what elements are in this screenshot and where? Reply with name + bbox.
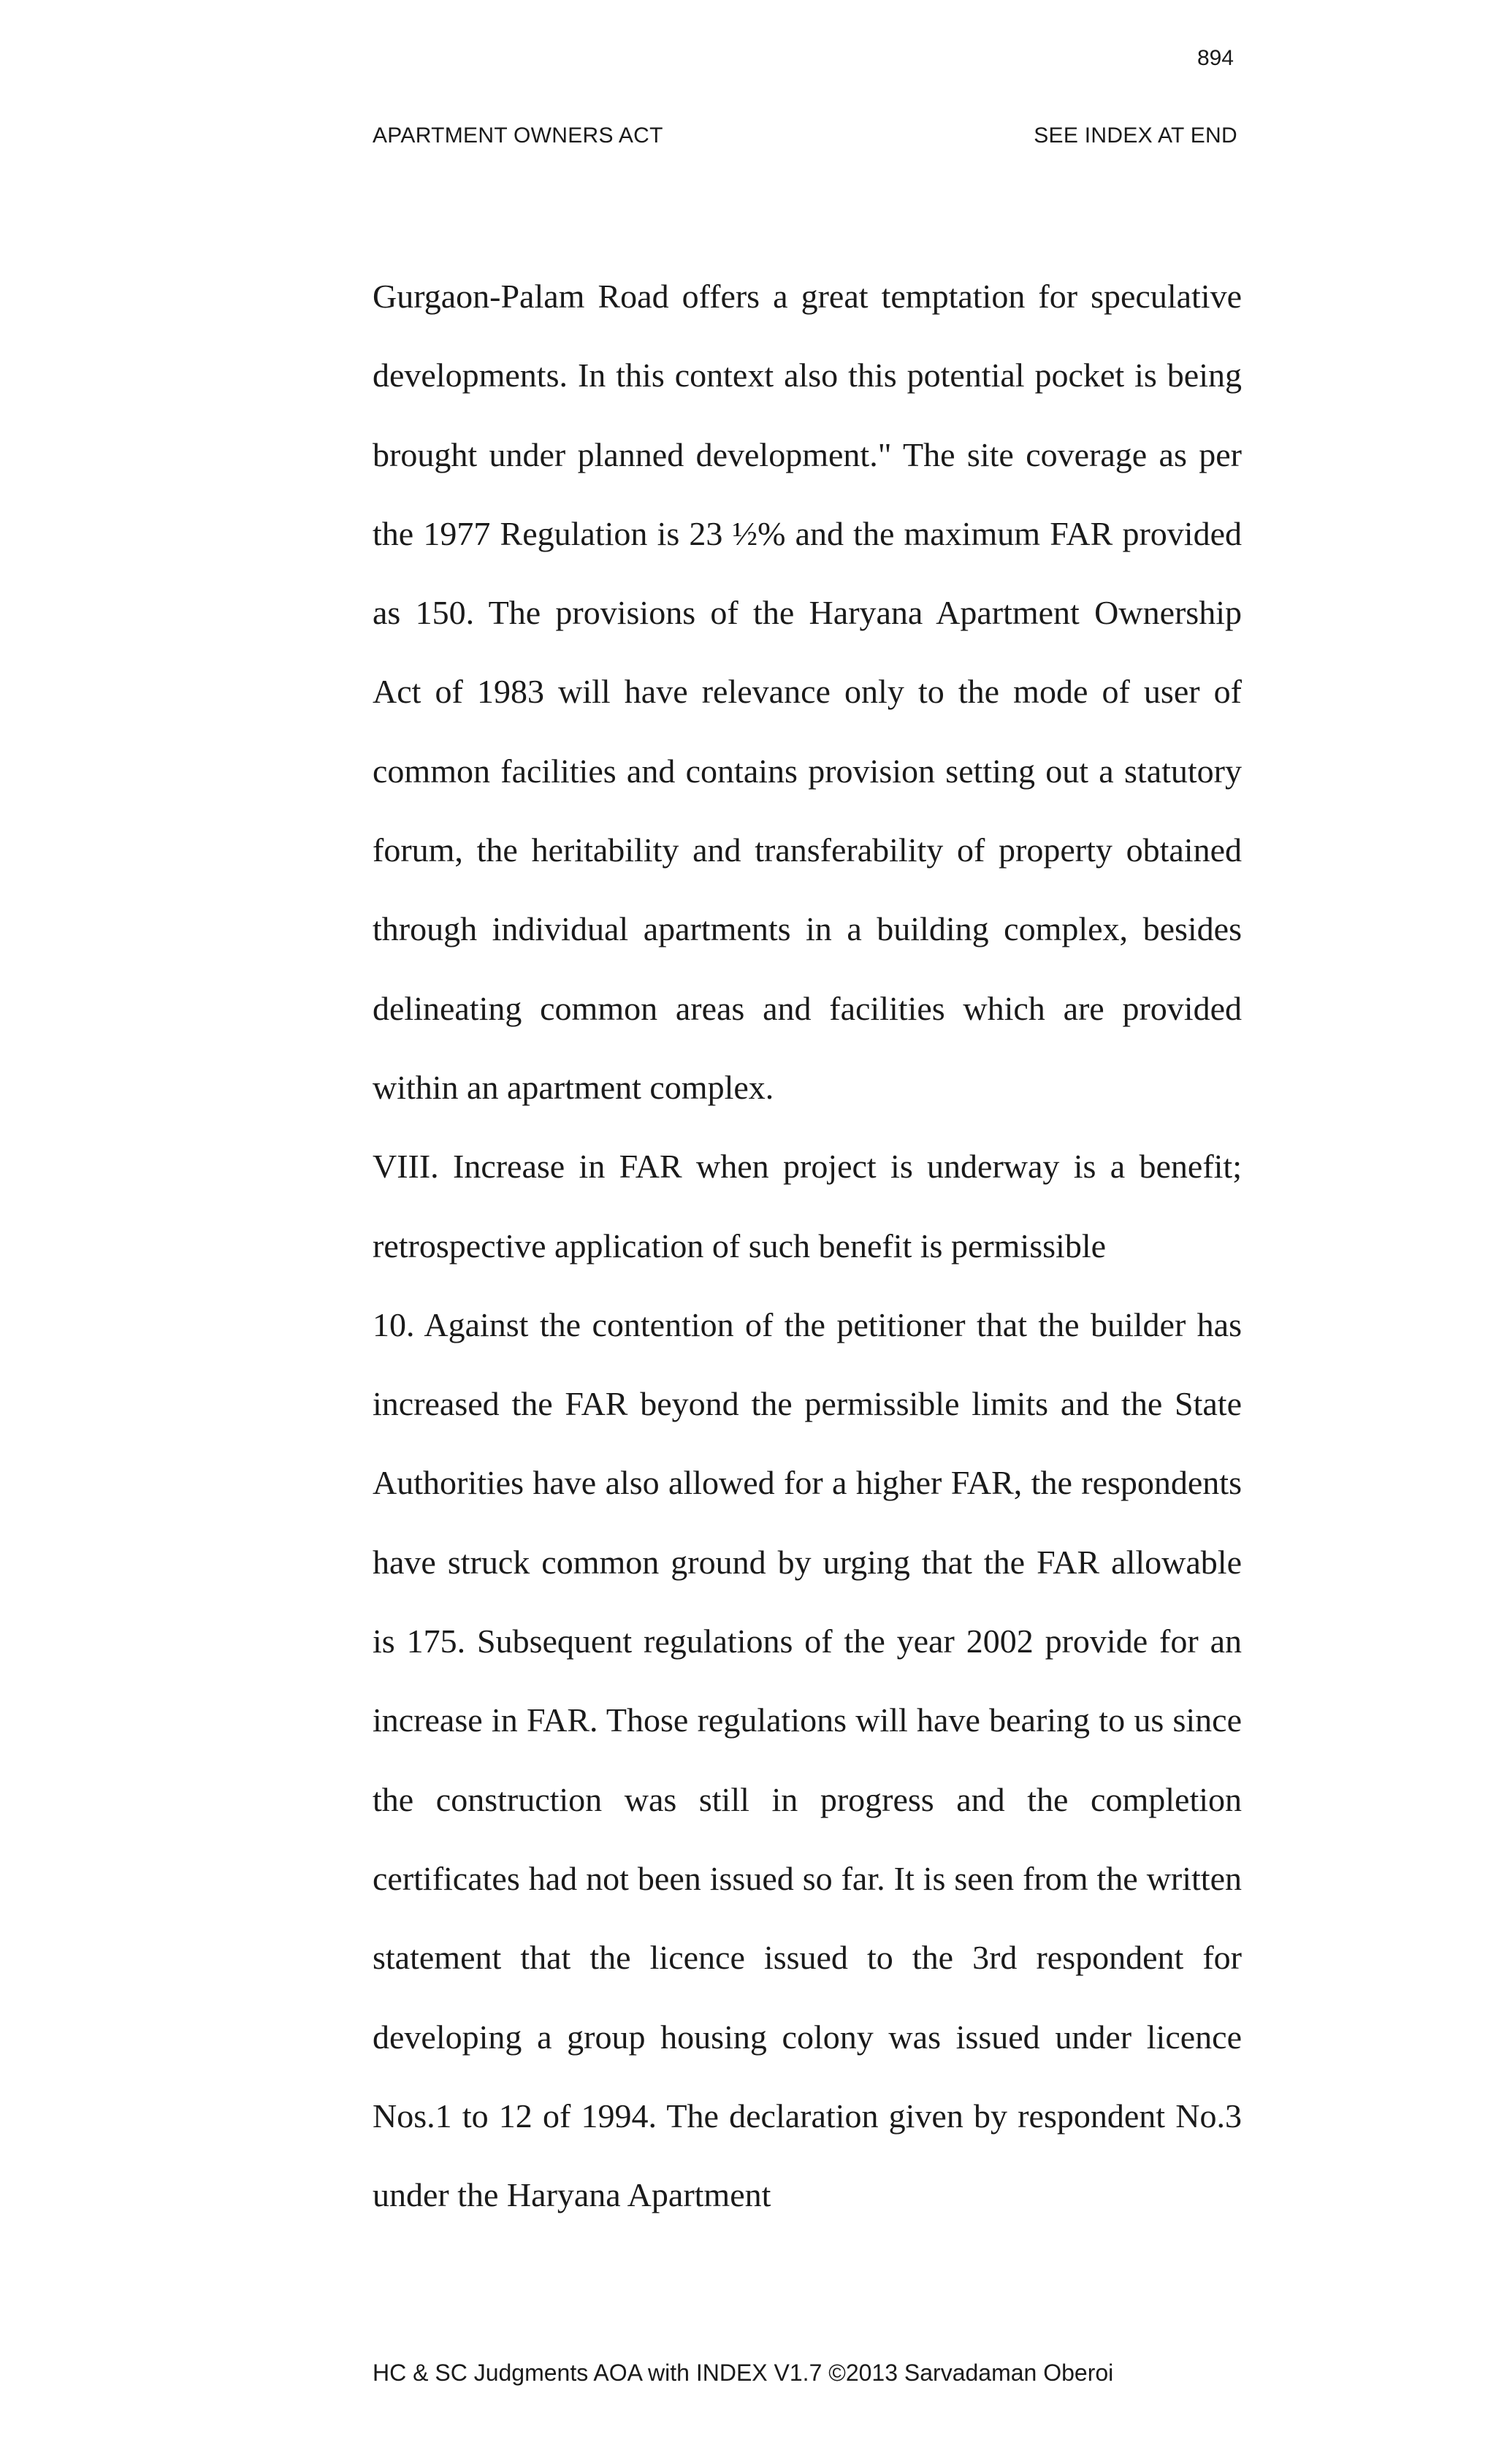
page-footer: HC & SC Judgments AOA with INDEX V1.7 ©2013 Sarvadaman Oberoi: [373, 2360, 1114, 2386]
page-number: 894: [1197, 46, 1234, 70]
document-body: [373, 257, 1242, 2235]
paragraph-10: 10. Against the contention of the petitioner that the builder has increased the FAR beyond the permissible limits and the State Authorities have also allowed for a higher FAR, the respondents have struck common ground by urging that the FAR allowable is 175. Subsequent regulations of the year 2002 provide for an increase in FAR. Those regulations will have bearing to us since the construction was still in progress and the completion certificates had not been issued so far. It is seen from the written statement that the licence issued to the 3rd respondent for developing a group housing colony was issued under licence Nos.1 to 12 of 1994. The declaration given by respondent No.3 under the Haryana Apartment: [373, 1305, 1242, 2214]
running-header: [373, 123, 1237, 149]
header-index-note: SEE INDEX AT END: [1034, 123, 1237, 148]
header-title: APARTMENT OWNERS ACT: [373, 123, 663, 148]
paragraph-1: Gurgaon-Palam Road offers a great temptation for speculative developments. In this context also this potential pocket is being brought under planned development." The site coverage as per the 1977 Regulation is 23 ½% and the maximum FAR provided as 150. The provisions of the Haryana Apartment Ownership Act of 1983 will have relevance only to the mode of user of common facilities and contains provision setting out a statutory forum, the heritability and transferability of property obtained through individual apartments in a building complex, besides delineating common areas and facilities which are provided within an apartment complex.: [373, 278, 1242, 1106]
section-heading-viii: VIII. Increase in FAR when project is underway is a benefit; retrospective application of such benefit is permissible: [373, 1148, 1242, 1265]
